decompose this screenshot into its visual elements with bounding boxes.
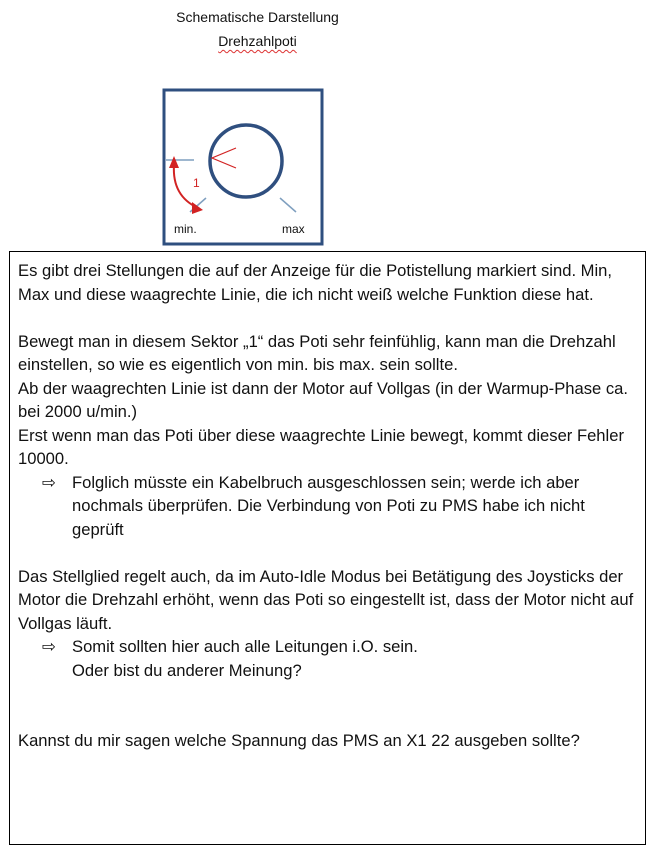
paragraph-fullthrottle: Ab der waagrechten Linie ist dann der Motor auf Vollgas (in der Warmup-Phase ca. bei 2000 u/min.): [18, 378, 628, 421]
schematic-title: Schematische Darstellung: [176, 9, 339, 25]
sector-label: 1: [193, 176, 200, 190]
potentiometer-diagram: [162, 88, 324, 246]
paragraph-positions: Es gibt drei Stellungen die auf der Anzeige für die Potistellung markiert sind. Min, Max und diese waagrechte Linie, die ich nicht weiß welche Funktion diese hat.: [18, 261, 613, 304]
diagram-frame: [164, 90, 322, 244]
paragraph-question: Kannst du mir sagen welche Spannung das PMS an X1 22 ausgeben sollte?: [18, 731, 580, 750]
bullet-text: Somit sollten hier auch alle Leitungen i.O. sein.: [72, 637, 418, 656]
bullet-item: [18, 635, 637, 682]
paragraph-sector: Bewegt man in diesem Sektor „1“ das Poti sehr feinfühlig, kann man die Drehzahl einstellen, so wie es eigentlich von min. bis max. sein sollte.: [18, 331, 616, 374]
bullet-text: Oder bist du anderer Meinung?: [72, 660, 302, 680]
min-label: min.: [174, 222, 197, 236]
paragraph-actuator: Das Stellglied regelt auch, da im Auto-Idle Modus bei Betätigung des Joysticks der Motor die Drehzahl erhöht, wenn das Poti so eingestellt ist, dass der Motor nicht auf Vollgas läuft.: [18, 566, 634, 633]
bullet-text: Folglich müsste ein Kabelbruch ausgeschlossen sein; werde ich aber nochmals überprüfen. Die Verbindung von Poti zu PMS habe ich nicht geprüft: [72, 472, 585, 539]
bullet-item: [18, 471, 637, 542]
schematic-subtitle: Drehzahlpoti: [218, 33, 297, 49]
arrow-icon: ⇨: [42, 637, 56, 656]
arrow-icon: ⇨: [42, 472, 56, 492]
message-box: [9, 251, 646, 845]
paragraph-error: Erst wenn man das Poti über diese waagrechte Linie bewegt, kommt dieser Fehler 10000.: [18, 425, 624, 468]
max-label: max: [282, 222, 305, 236]
